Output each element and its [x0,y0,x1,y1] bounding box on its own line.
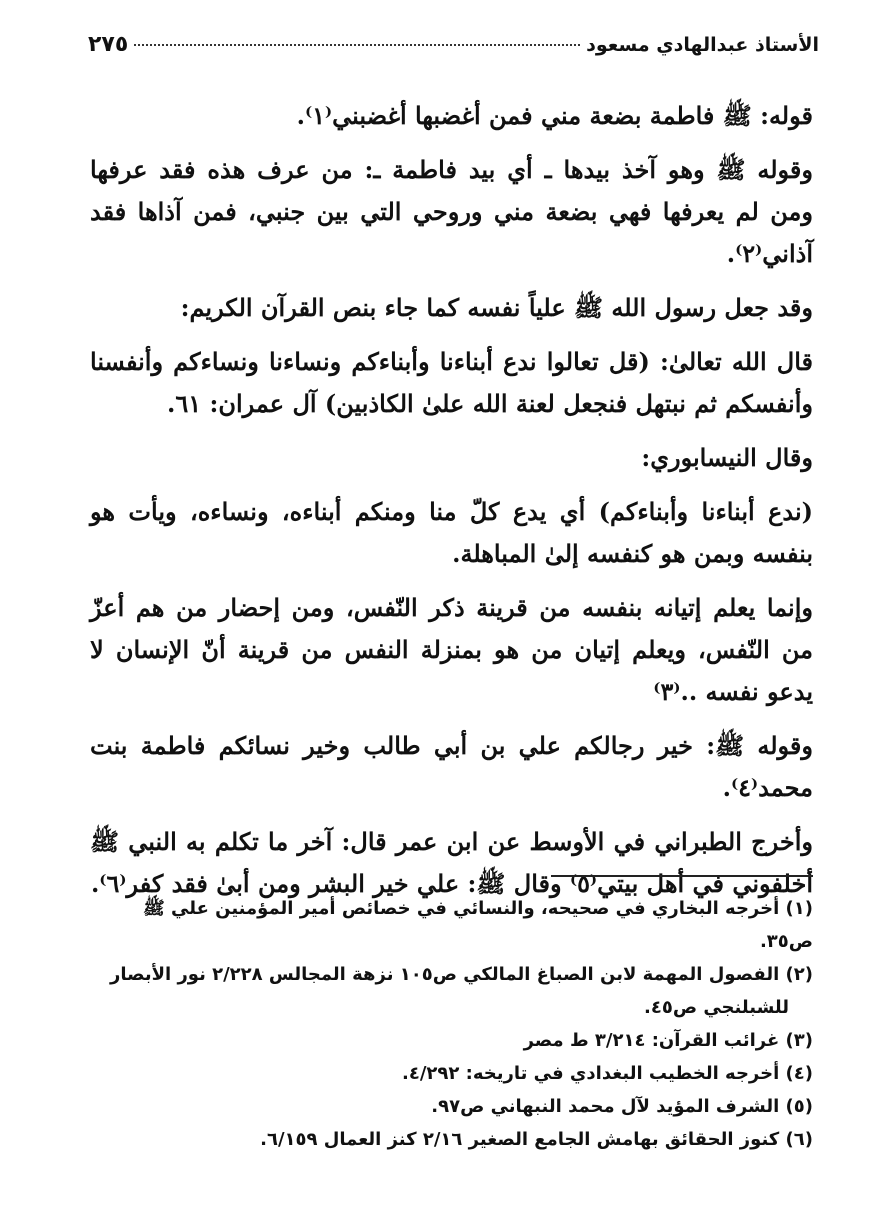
footnotes [90,892,813,1156]
paragraph-9: وأخرج الطبراني في الأوسط عن ابن عمر قال: آخر ما تكلم به النبي ﷺ أخلفوني في أهل بيتي⁽٥⁾ وقال ﷺ: علي خير البشر ومن أبىٰ فقد كفر⁽٦⁾. [90,827,813,898]
paragraph-2: وقوله ﷺ وهو آخذ بيدها ـ أي بيد فاطمة ـ: من عرف هذه فقد عرفها ومن لم يعرفها فهي بضعة مني وروحي التي بين جنبي، فمن آذاها فقد آذاني⁽٢⁾. [90,155,813,268]
footnote-4: (٤) أخرجه الخطيب البغدادي في تاريخه: ٤/٢٩٢. [402,1063,813,1084]
paragraph-1: قوله: ﷺ فاطمة بضعة مني فمن أغضبها أغضبني⁽١⁾. [296,101,813,130]
paragraph-5: وقال النيسابوري: [641,443,813,472]
footnote-1: (١) أخرجه البخاري في صحيحه، والنسائي في خصائص أمير المؤمنين علي ﷺ ص٣٥. [143,898,813,952]
running-head-title: الأستاذ عبدالهادي مسعود [586,34,819,56]
footnote-5: (٥) الشرف المؤيد لآل محمد النبهاني ص٩٧. [431,1096,813,1117]
footnote-divider [551,875,813,877]
paragraph-3: وقد جعل رسول الله ﷺ علياً نفسه كما جاء بنص القرآن الكريم: [180,293,813,322]
header-dotted-leader [134,44,580,46]
paragraph-7: وإنما يعلم إتيانه بنفسه من قرينة ذكر النّفس، ومن إحضار من هم أعزّ من النّفس، ويعلم إتيان من هو بمنزلة النفس من قرينة أنّ الإنسان لا يدعو نفسه ..⁽٣⁾ [90,593,813,706]
footnote-6: (٦) كنوز الحقائق بهامش الجامع الصغير ٢/١٦ كنز العمال ٦/١٥٩. [260,1129,813,1150]
footnote-3: (٣) غرائب القرآن: ٣/٢١٤ ط مصر [523,1030,813,1051]
main-text [90,95,813,921]
paragraph-6: (ندع أبناءنا وأبناءكم) أي يدع كلّ منا ومنكم أبناءه، ونساءه، ويأت هو بنفسه وبمن هو كنفسه إلىٰ المباهلة. [90,497,813,568]
paragraph-4: قال الله تعالىٰ: (قل تعالوا ندع أبناءنا وأبناءكم ونساءنا ونساءكم وأنفسنا وأنفسكم ثم نبتهل فنجعل لعنة الله علىٰ الكاذبين) آل عمران: ٦١. [90,347,813,418]
footnote-2-continued: للشبلنجي ص٤٥. [644,997,789,1018]
page-number: ٢٧٥ [88,32,129,57]
paragraph-8: وقوله ﷺ: خير رجالكم علي بن أبي طالب وخير نسائكم فاطمة بنت محمد⁽٤⁾. [90,731,813,802]
page-header [88,32,819,66]
footnote-2: (٢) الفصول المهمة لابن الصباغ المالكي ص١٠٥ نزهة المجالس ٢/٢٢٨ نور الأبصار [109,964,813,985]
